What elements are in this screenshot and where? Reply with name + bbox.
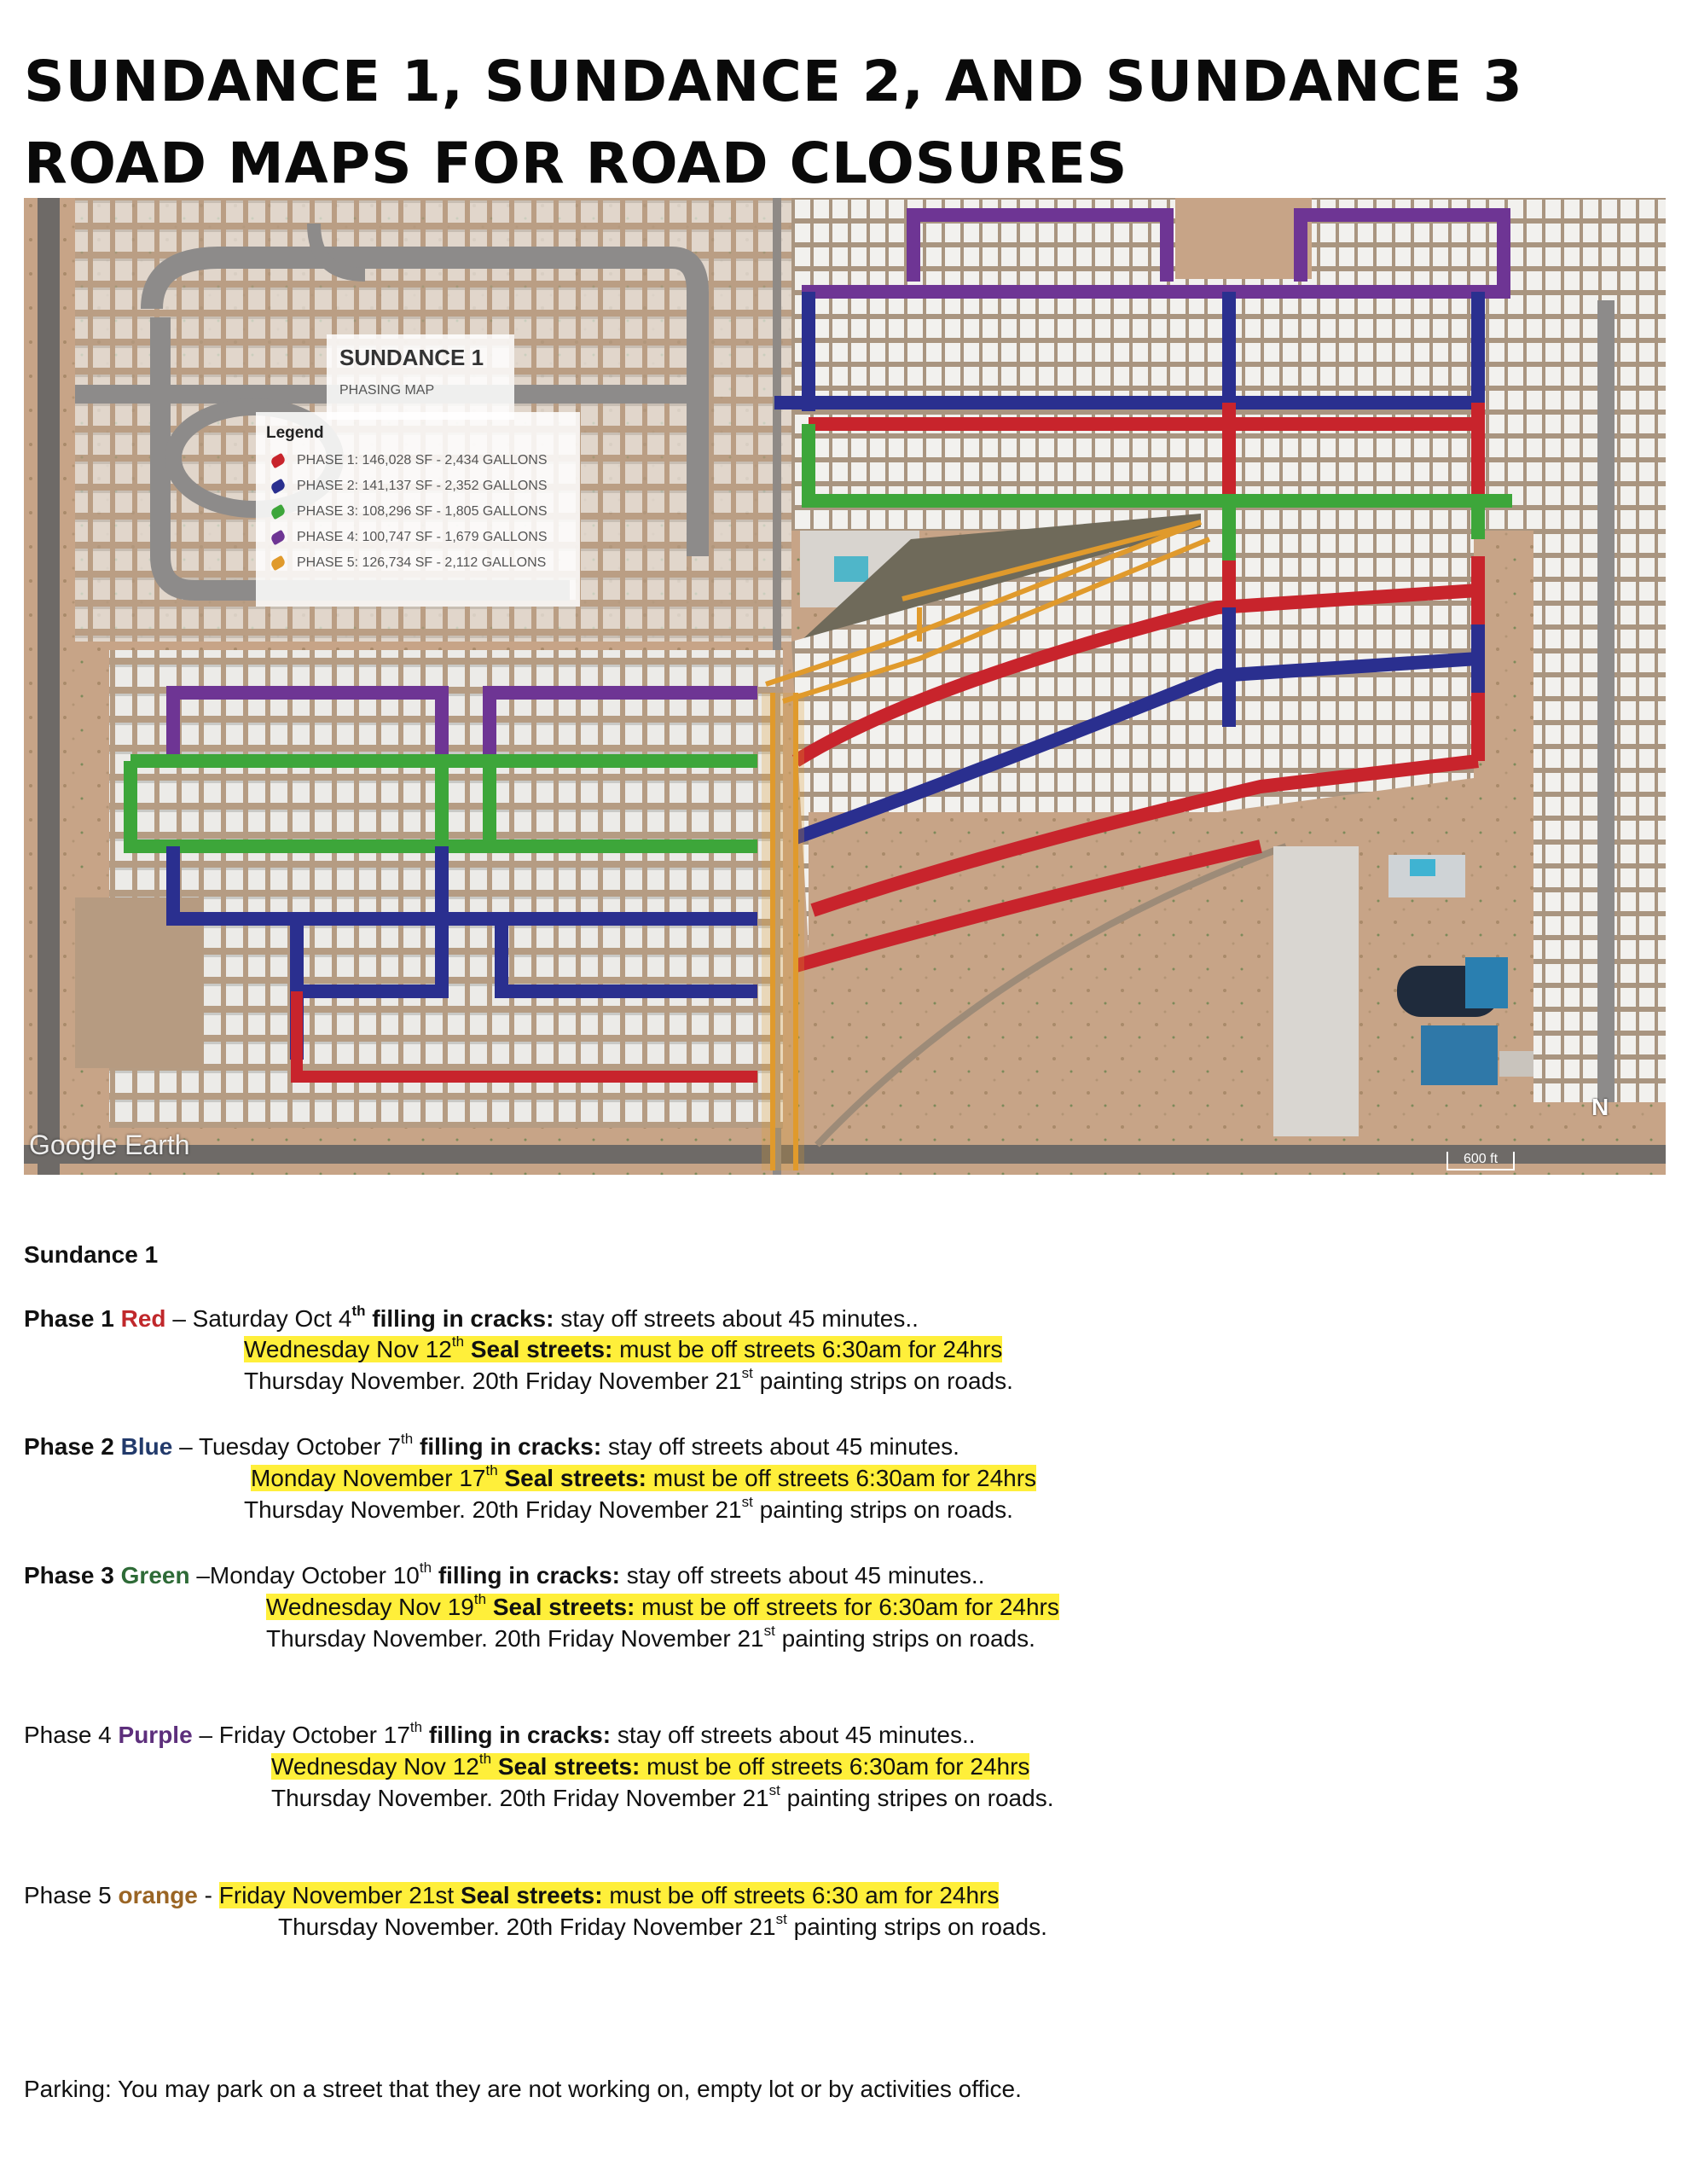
phase-1-line-2: Wednesday Nov 12th Seal streets: must be off streets 6:30am for 24hrs — [244, 1333, 1003, 1362]
phase-5-spine-fill — [762, 693, 804, 1170]
phase-1-line-1: Phase 1 Red – Saturday Oct 4th filling in cracks: stay off streets about 45 minutes.. — [24, 1302, 919, 1332]
phase-4-line-1: Phase 4 Purple – Friday October 17th filling in cracks: stay off streets about 45 minutes.. — [24, 1718, 976, 1748]
legend-item-phase-2 — [271, 477, 548, 496]
phase-2-line-3: Thursday November. 20th Friday November 21st painting strips on roads. — [244, 1493, 1013, 1523]
small-pool — [1410, 859, 1435, 876]
legend-swatch-purple — [270, 530, 287, 545]
phase-5-line-2: Thursday November. 20th Friday November 21st painting strips on roads. — [278, 1910, 1047, 1940]
section-heading: Sundance 1 — [24, 1241, 159, 1268]
legend-item-phase-3 — [271, 502, 548, 521]
legend-item-phase-5 — [271, 554, 546, 572]
phase-2-line-1: Phase 2 Blue – Tuesday October 7th filling in cracks: stay off streets about 45 minutes. — [24, 1430, 959, 1460]
legend-label: PHASE 3: 108,296 SF - 1,805 GALLONS — [297, 504, 548, 519]
phase-3-line-3: Thursday November. 20th Friday November 21st painting strips on roads. — [266, 1622, 1035, 1652]
aerial-map-image — [24, 198, 1666, 1175]
bottom-road — [24, 1145, 1666, 1164]
phase-3-line-1: Phase 3 Green –Monday October 10th filling in cracks: stay off streets about 45 minutes.. — [24, 1559, 985, 1589]
scale-bar: 600 ft — [1446, 1152, 1515, 1170]
google-earth-watermark: Google Earth — [29, 1130, 190, 1160]
page-title — [24, 41, 1523, 205]
pool — [834, 556, 868, 582]
map-title-box — [327, 334, 514, 420]
phase-3-line-2: Wednesday Nov 19th Seal streets: must be off streets for 6:30am for 24hrs — [266, 1590, 1059, 1620]
parking-note: Parking: You may park on a street that they are not working on, empty lot or by activities office. — [24, 2076, 1022, 2102]
title-line-2: ROAD MAPS FOR ROAD CLOSURES — [24, 131, 1128, 196]
phase-5-line-1: Phase 5 orange - Friday November 21st Seal streets: must be off streets 6:30 am for 24hrs — [24, 1882, 1000, 1908]
map-legend — [256, 412, 580, 607]
phasing-map — [24, 198, 1666, 1175]
legend-heading: Legend — [266, 424, 324, 442]
legend-swatch-green — [270, 504, 287, 520]
legend-item-phase-1 — [271, 451, 548, 470]
phase-1-line-3: Thursday November. 20th Friday November 21st painting strips on roads. — [244, 1364, 1013, 1394]
map-subtitle: PHASING MAP — [339, 383, 435, 398]
rv-lot — [1273, 846, 1359, 1136]
courts-north — [1465, 957, 1508, 1008]
legend-swatch-red — [270, 453, 287, 468]
phase-2-line-2: Monday November 17th Seal streets: must be off streets 6:30am for 24hrs — [251, 1461, 1037, 1491]
legend-swatch-blue — [270, 479, 287, 494]
title-line-1: SUNDANCE 1, SUNDANCE 2, AND SUNDANCE 3 — [24, 49, 1523, 114]
compass-icon: N — [1591, 1094, 1609, 1120]
legend-item-phase-4 — [271, 528, 548, 547]
highway-road — [38, 198, 60, 1175]
phase-4-line-3: Thursday November. 20th Friday November 21st painting stripes on roads. — [271, 1781, 1054, 1811]
northeast-lot — [1175, 198, 1312, 279]
tennis-courts — [1421, 1025, 1498, 1085]
legend-label: PHASE 5: 126,734 SF - 2,112 GALLONS — [297, 555, 547, 570]
phase-4-line-2: Wednesday Nov 12th Seal streets: must be off streets 6:30am for 24hrs — [271, 1750, 1030, 1780]
legend-label: PHASE 4: 100,747 SF - 1,679 GALLONS — [297, 530, 548, 544]
legend-label: PHASE 2: 141,137 SF - 2,352 GALLONS — [297, 479, 548, 493]
legend-swatch-orange — [270, 555, 287, 571]
legend-label: PHASE 1: 146,028 SF - 2,434 GALLONS — [297, 453, 548, 468]
building-se — [1499, 1051, 1533, 1077]
east-road — [1597, 300, 1615, 1102]
map-title: SUNDANCE 1 — [339, 345, 484, 370]
